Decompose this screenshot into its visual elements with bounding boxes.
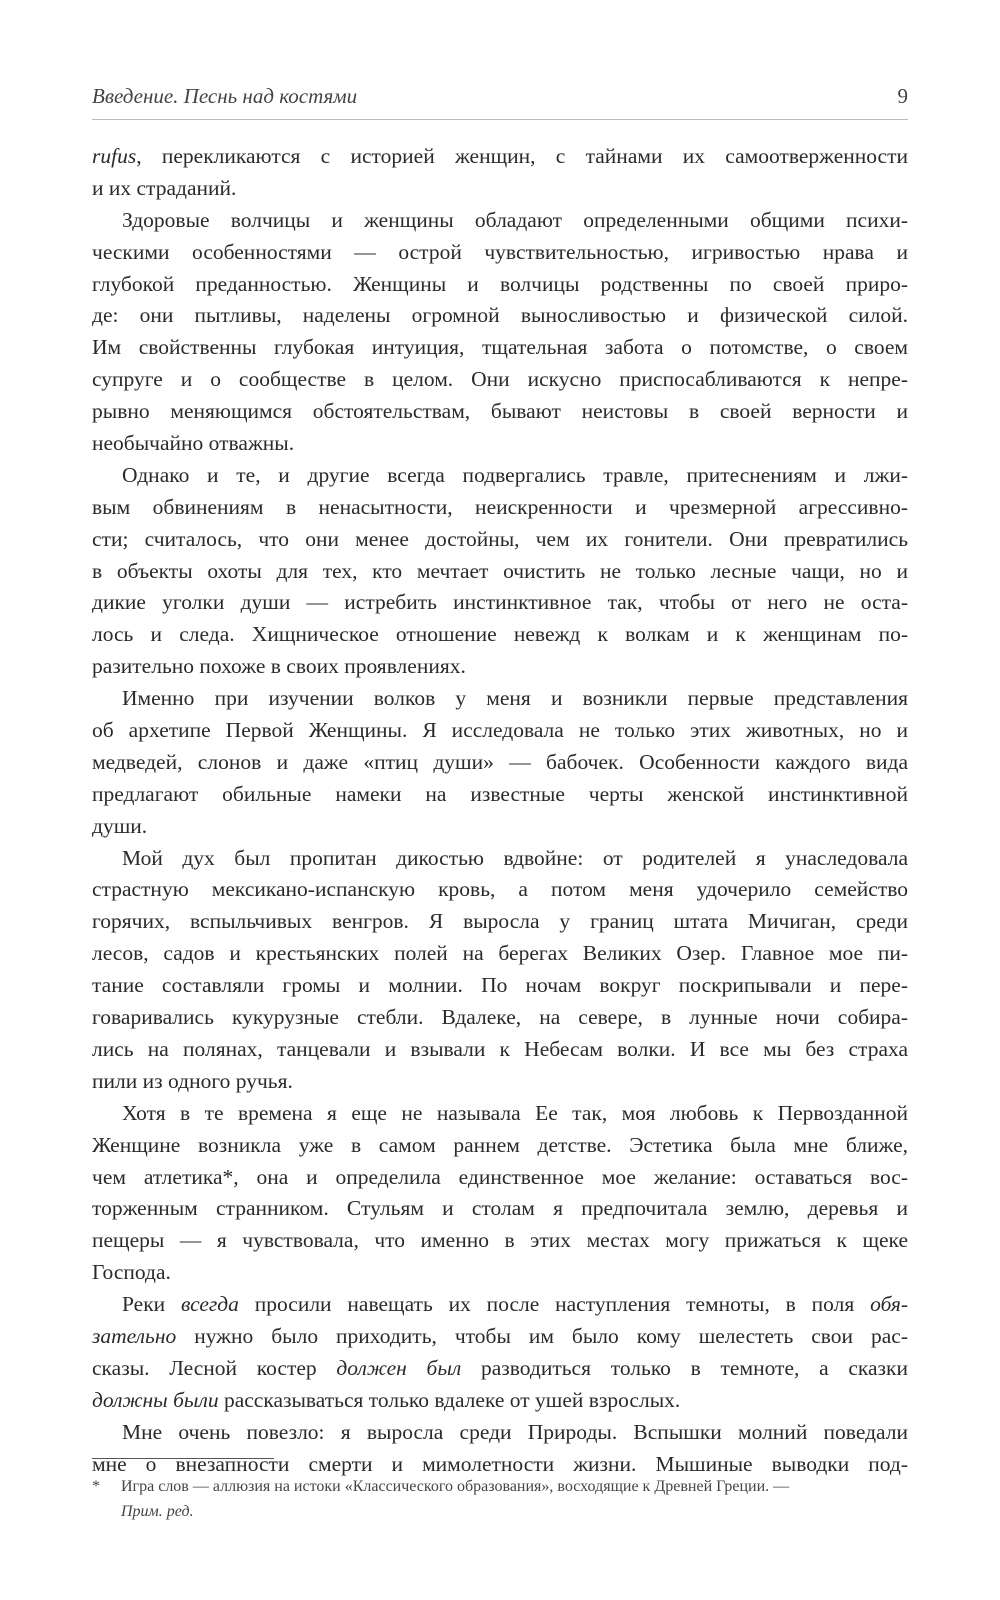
text-line	[92, 141, 908, 173]
text-segment: , перекликаются с историей женщин, с тайнами их самоотверженности	[136, 144, 908, 168]
text-line	[92, 396, 908, 428]
text-segment: медведей, слонов и даже «птиц души» — бабочек. Особенности каждого вида	[92, 749, 908, 774]
text-segment: страстную мексикано-испанскую кровь, а потом меня удочерило семейство	[92, 877, 908, 902]
text-segment: горячих, вспыльчивых венгров. Я выросла у границ штата Мичиган, среди	[92, 909, 908, 934]
text-segment: лесов, садов и крестьянских полей на берегах Великих Озер. Главное мое пи-	[92, 941, 908, 966]
text-line	[92, 332, 908, 364]
text-line	[92, 1417, 908, 1449]
text-segment: супруге и о сообществе в целом. Они искусно приспосабливаются к непре-	[92, 367, 908, 392]
text-segment: рывно меняющимся обстоятельствам, бывают неистовы в своей верности и	[92, 399, 908, 424]
text-line	[92, 1066, 908, 1098]
text-line	[92, 715, 908, 747]
text-segment: лись на полянах, танцевали и взывали к Небесам волки. И все мы без страха	[92, 1036, 908, 1061]
text-line	[92, 428, 908, 460]
text-segment: Женщине возникла уже в самом раннем детстве. Эстетика была мне ближе,	[92, 1132, 908, 1157]
footnote	[92, 1474, 908, 1524]
text-segment: пещеры — я чувствовала, что именно в этих местах могу прижаться к щеке	[92, 1228, 908, 1253]
text-segment: пили из одного ручья.	[92, 1068, 293, 1093]
text-segment: глубокой преданностью. Женщины и волчицы родственны по своей приро-	[92, 271, 908, 296]
text-line	[92, 1321, 908, 1353]
text-segment: Им свойственны глубокая интуиция, тщательная забота о потомстве, о своем	[92, 335, 908, 360]
text-line	[92, 237, 908, 269]
running-header	[92, 84, 908, 114]
text-line	[92, 1162, 908, 1194]
italic-text: должны были	[92, 1387, 219, 1412]
italic-text: rufus	[92, 144, 137, 168]
text-segment: разительно похоже в своих проявлениях.	[92, 654, 466, 679]
footnote-divider	[92, 1458, 274, 1459]
text-segment: об архетипе Первой Женщины. Я исследовала не только этих животных, но и	[92, 718, 908, 743]
page-number: 9	[897, 84, 908, 108]
text-line	[92, 747, 908, 779]
text-segment: дикие уголки души — истребить инстинктивное так, чтобы от него не оста-	[92, 590, 908, 615]
text-line	[92, 492, 908, 524]
text-segment: де: они пытливы, наделены огромной выносливостью и физической силой.	[92, 303, 908, 328]
text-line	[92, 1289, 908, 1321]
text-line	[92, 269, 908, 301]
text-segment: Именно при изучении волков у меня и возникли первые представления	[122, 686, 908, 711]
text-segment: мне о внезапности смерти и мимолетности жизни. Мышиные выводки под-	[92, 1451, 908, 1476]
text-segment: души.	[92, 813, 148, 838]
text-segment: Здоровые волчицы и женщины обладают определенными общими психи-	[122, 207, 908, 232]
text-segment: сти; считалось, что они менее достойны, чем их гонители. Они превратились	[92, 526, 908, 551]
text-segment: ческими особенностями — острой чувствительностью, игривостью нрава и	[92, 239, 908, 264]
footnote-mark: *	[92, 1478, 100, 1495]
text-line	[92, 619, 908, 651]
text-segment: просили навещать их после наступления темноты, в поля	[238, 1292, 871, 1317]
text-line	[92, 811, 908, 843]
text-line	[92, 1353, 908, 1385]
text-segment: Мой дух был пропитан дикостью вдвойне: от родителей я унаследовала	[122, 845, 908, 870]
text-line	[92, 843, 908, 875]
text-line	[92, 524, 908, 556]
text-line	[92, 173, 908, 205]
text-line	[92, 651, 908, 683]
text-line	[92, 556, 908, 588]
text-segment: тание составляли громы и молнии. По ночам вокруг поскрипывали и пере-	[92, 973, 908, 998]
header-divider	[92, 119, 908, 120]
text-line	[92, 300, 908, 332]
text-segment: нужно было приходить, чтобы им было кому шелестеть свои рас-	[176, 1323, 908, 1348]
text-segment: в объекты охоты для тех, кто мечтает очистить не только лесные чащи, но и	[92, 558, 908, 583]
text-segment: и их страданий.	[92, 175, 237, 200]
text-line	[92, 1257, 908, 1289]
text-line	[92, 1034, 908, 1066]
text-line	[92, 205, 908, 237]
text-line	[92, 460, 908, 492]
text-segment: лось и следа. Хищническое отношение невежд к волкам и к женщинам по-	[92, 622, 908, 647]
text-segment: Господа.	[92, 1260, 171, 1285]
footnote-text	[121, 1474, 908, 1524]
text-line	[92, 587, 908, 619]
text-segment: Реки	[122, 1292, 182, 1317]
text-segment: Однако и те, и другие всегда подвергались травле, притеснениям и лжи-	[122, 462, 908, 487]
text-segment: рассказываться только вдалеке от ушей взрослых.	[218, 1387, 681, 1412]
text-segment: торженным странником. Стульям и столам я предпочитала землю, деревья и	[92, 1196, 908, 1221]
text-line	[92, 1385, 908, 1417]
footnote-editor-note: Прим. ред.	[121, 1503, 194, 1520]
text-segment: Мне очень повезло: я выросла среди Природы. Вспышки молний поведали	[122, 1419, 908, 1444]
text-line	[92, 1193, 908, 1225]
italic-text: должен был	[336, 1355, 462, 1380]
footnote-body: Игра слов — аллюзия на истоки «Классического образования», восходящие к Древней Греции. —	[121, 1478, 790, 1495]
text-segment: Хотя в те времена я еще не называла Ее так, моя любовь к Первозданной	[122, 1100, 908, 1125]
text-line	[92, 1002, 908, 1034]
text-line	[92, 938, 908, 970]
italic-text: обя-	[870, 1292, 909, 1317]
text-line	[92, 683, 908, 715]
text-segment: говаривались кукурузные стебли. Вдалеке, на севере, в лунные ночи собира-	[92, 1005, 908, 1030]
body-text	[92, 141, 908, 1480]
text-line	[92, 1098, 908, 1130]
running-title: Введение. Песнь над костями	[92, 84, 358, 108]
text-segment: чем атлетика*, она и определила единственное мое желание: оставаться вос-	[92, 1164, 908, 1189]
text-line	[92, 970, 908, 1002]
text-segment: вым обвинениям в ненасытности, неискренности и чрезмерной агрессивно-	[92, 494, 908, 519]
text-segment: предлагают обильные намеки на известные черты женской инстинктивной	[92, 781, 908, 806]
italic-text: зательно	[92, 1323, 177, 1348]
text-line	[92, 779, 908, 811]
text-segment: необычайно отважны.	[92, 431, 295, 456]
italic-text: всегда	[181, 1292, 239, 1317]
text-segment: сказы. Лесной костер	[92, 1355, 337, 1380]
text-line	[92, 364, 908, 396]
text-line	[92, 906, 908, 938]
text-line	[92, 1225, 908, 1257]
text-line	[92, 874, 908, 906]
text-segment: разводиться только в темноте, а сказки	[461, 1355, 909, 1380]
text-line	[92, 1130, 908, 1162]
